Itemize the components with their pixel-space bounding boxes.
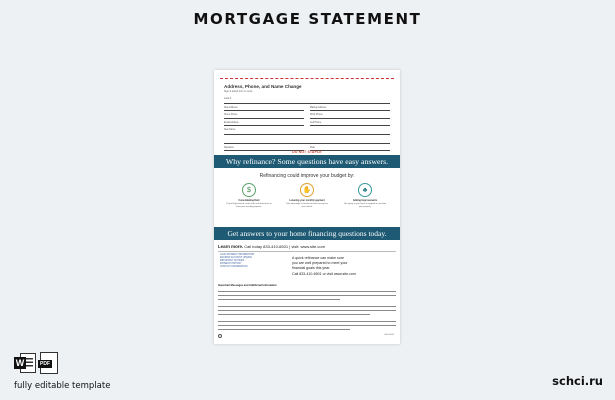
fine-print-line: [218, 291, 396, 292]
fine-print-line: [218, 321, 396, 322]
statement-link[interactable]: ESCROW ACCOUNT UPDATE: [220, 257, 252, 260]
refinance-banner: Why refinance? Some questions have easy answers.: [214, 155, 400, 168]
hand-coin-icon: ✋: [300, 183, 314, 197]
form-field: Email Address: [224, 121, 304, 127]
tear-line: [220, 78, 394, 79]
form-field: New Address: [224, 106, 304, 112]
form-field: New Name: [224, 128, 390, 135]
benefit-caption: Lowering your monthly payment: [289, 200, 325, 202]
benefit-improvements: [342, 183, 388, 208]
equal-housing-icon: [218, 334, 222, 338]
fine-print-line: [218, 310, 396, 311]
form-field-row: [224, 113, 390, 119]
fine-print-line: [218, 314, 370, 315]
benefit-text: Use equity in your home to upgrade or renovate your property.: [343, 203, 387, 208]
pdf-label: PDF: [40, 361, 50, 367]
fine-print-line: [218, 325, 396, 326]
piggy-bank-icon: $: [242, 183, 256, 197]
form-title: Address, Phone, and Name Change: [224, 84, 302, 89]
help-line: you are well prepared to meet your: [292, 261, 348, 266]
form-field: Signature: [224, 146, 304, 152]
help-line: financial goals this year.: [292, 266, 331, 271]
form-field: [224, 137, 390, 144]
help-line: A quick refinance can make sure: [292, 256, 344, 260]
form-field: Mailing Address: [310, 106, 390, 112]
improve-heading: Refinancing could improve your budget by:: [259, 173, 355, 179]
form-field-row: [224, 106, 390, 112]
divider: [218, 251, 396, 252]
benefit-text: Pay off high-interest credit cards and other loans to lower your monthly payment.: [226, 203, 272, 208]
form-field: Home Phone: [224, 113, 304, 119]
template-caption: fully editable template: [14, 381, 111, 391]
page-title: MORTGAGE STATEMENT: [193, 10, 422, 28]
statement-link[interactable]: CONTACT INFORMATION: [220, 266, 248, 269]
help-line: Call 833-410-6501 or visit www.site.com: [292, 271, 356, 276]
site-watermark: schci.ru: [552, 374, 603, 388]
benefit-text: Take advantage of current low rates to pay less each month.: [286, 203, 328, 208]
fine-print-line: [218, 329, 350, 330]
benefit-caption: Consolidating Debt: [238, 200, 260, 202]
learn-more-text: Call today 833-410-6501 | visit: www.site.com: [244, 244, 325, 249]
statement-link[interactable]: IMPORTANT NOTICES: [220, 260, 245, 263]
form-field: Date: [310, 146, 390, 152]
fine-print-line: [218, 306, 396, 307]
fine-print-title: Important Messages and Additional Information: [218, 284, 277, 287]
statement-link[interactable]: LOAN PAYMENT INFORMATION: [220, 254, 255, 256]
word-file-icon: [14, 352, 36, 374]
tree-icon: ♣: [358, 183, 372, 197]
answers-banner: Get answers to your home financing questions today.: [214, 227, 400, 240]
form-field: Work Phone: [310, 113, 390, 119]
change-form-fields: [224, 97, 390, 153]
footer-code: 9000-0000: [384, 334, 394, 336]
word-letter: W: [15, 358, 25, 368]
pdf-file-icon: [40, 352, 58, 374]
do-not-staple-stamp: DO NOT STAPLE: [292, 150, 322, 154]
form-field-row: [224, 121, 390, 127]
form-subtitle: Sign & attach form to remit: [224, 90, 253, 93]
statement-link[interactable]: PAYMENT HISTORY: [220, 263, 242, 266]
statement-document: [214, 70, 400, 344]
benefits-row: [226, 183, 388, 208]
benefit-payment: [284, 183, 330, 208]
benefit-caption: Adding Improvements: [352, 200, 378, 202]
form-field: Loan #: [224, 97, 390, 104]
form-field: Cell Phone: [310, 121, 390, 127]
refinance-help-text: [292, 256, 396, 277]
fine-print-line: [218, 295, 396, 296]
format-icons: [14, 352, 58, 374]
learn-more-label: Learn more.: [218, 244, 244, 249]
fine-print-line: [218, 299, 340, 300]
statement-links: [220, 254, 276, 269]
learn-more: [218, 244, 325, 249]
benefit-debt: [226, 183, 272, 208]
